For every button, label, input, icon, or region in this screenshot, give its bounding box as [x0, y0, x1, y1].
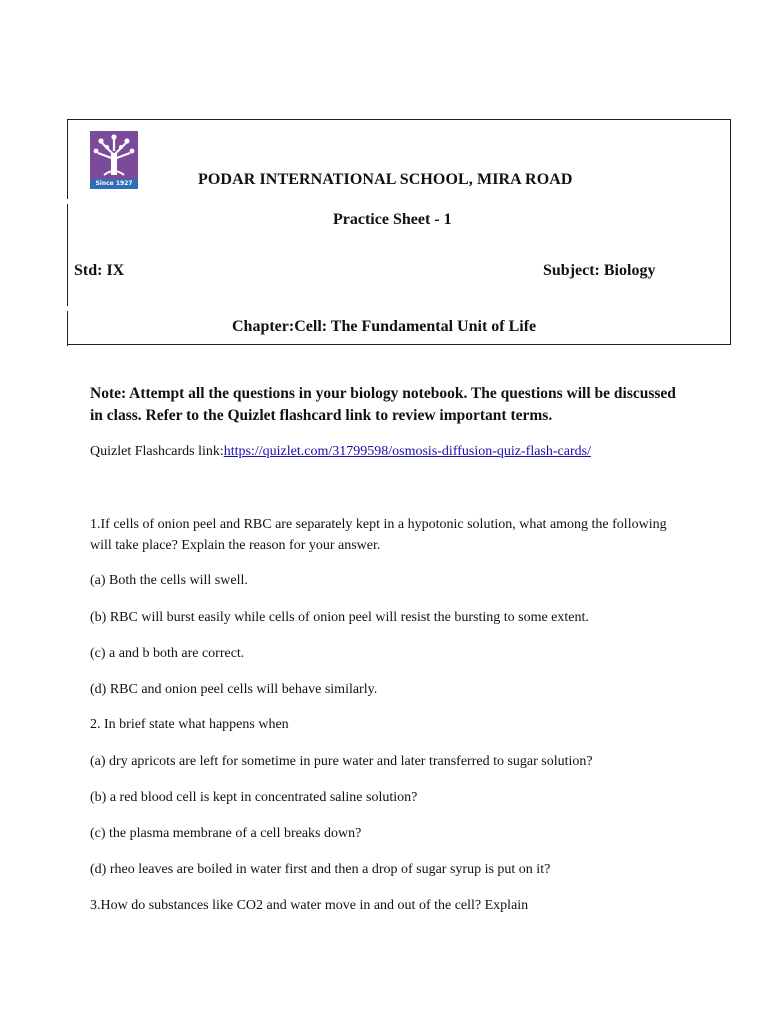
- question-1-option-d: (d) RBC and onion peel cells will behave similarly.: [90, 682, 378, 697]
- header-left-rule: [67, 119, 68, 199]
- question-2-option-a: (a) dry apricots are left for sometime in pure water and later transferred to sugar solution?: [90, 754, 593, 769]
- school-name: PODAR INTERNATIONAL SCHOOL, MIRA ROAD: [198, 171, 573, 188]
- header-left-rule: [67, 311, 68, 346]
- header-box: [67, 119, 731, 345]
- question-2-option-c: (c) the plasma membrane of a cell breaks down?: [90, 826, 362, 841]
- question-1-option-a: (a) Both the cells will swell.: [90, 573, 248, 588]
- school-logo: [90, 131, 138, 189]
- quizlet-link[interactable]: https://quizlet.com/31799598/osmosis-diffusion-quiz-flash-cards/: [223, 444, 591, 459]
- chapter-title: Chapter:Cell: The Fundamental Unit of Life: [232, 318, 537, 335]
- question-1: 1.If cells of onion peel and RBC are separately kept in a hypotonic solution, what among the following will take place? Explain the reason for your answer.: [90, 517, 667, 553]
- instructions-note: Note: Attempt all the questions in your biology notebook. The questions will be discussed in class. Refer to the Quizlet flashcard link to review important terms.: [90, 385, 676, 424]
- logo-caption: Since 1927: [90, 179, 138, 189]
- header-left-rule: [67, 204, 68, 306]
- question-2-option-d: (d) rheo leaves are boiled in water first and then a drop of sugar syrup is put on it?: [90, 862, 551, 877]
- question-2: 2. In brief state what happens when: [90, 717, 289, 732]
- sheet-title: Practice Sheet - 1: [333, 211, 452, 228]
- std-label: Std: IX: [74, 262, 125, 279]
- question-1-option-b: (b) RBC will burst easily while cells of onion peel will resist the bursting to some extent.: [90, 610, 589, 625]
- question-3: 3.How do substances like CO2 and water move in and out of the cell? Explain: [90, 898, 529, 913]
- quizlet-link-line: [90, 444, 591, 460]
- question-1-option-c: (c) a and b both are correct.: [90, 646, 245, 661]
- tree-icon: [90, 131, 138, 179]
- question-2-option-b: (b) a red blood cell is kept in concentrated saline solution?: [90, 790, 418, 805]
- quizlet-link-label: Quizlet Flashcards link:: [90, 444, 224, 459]
- subject-label: Subject: Biology: [543, 262, 656, 279]
